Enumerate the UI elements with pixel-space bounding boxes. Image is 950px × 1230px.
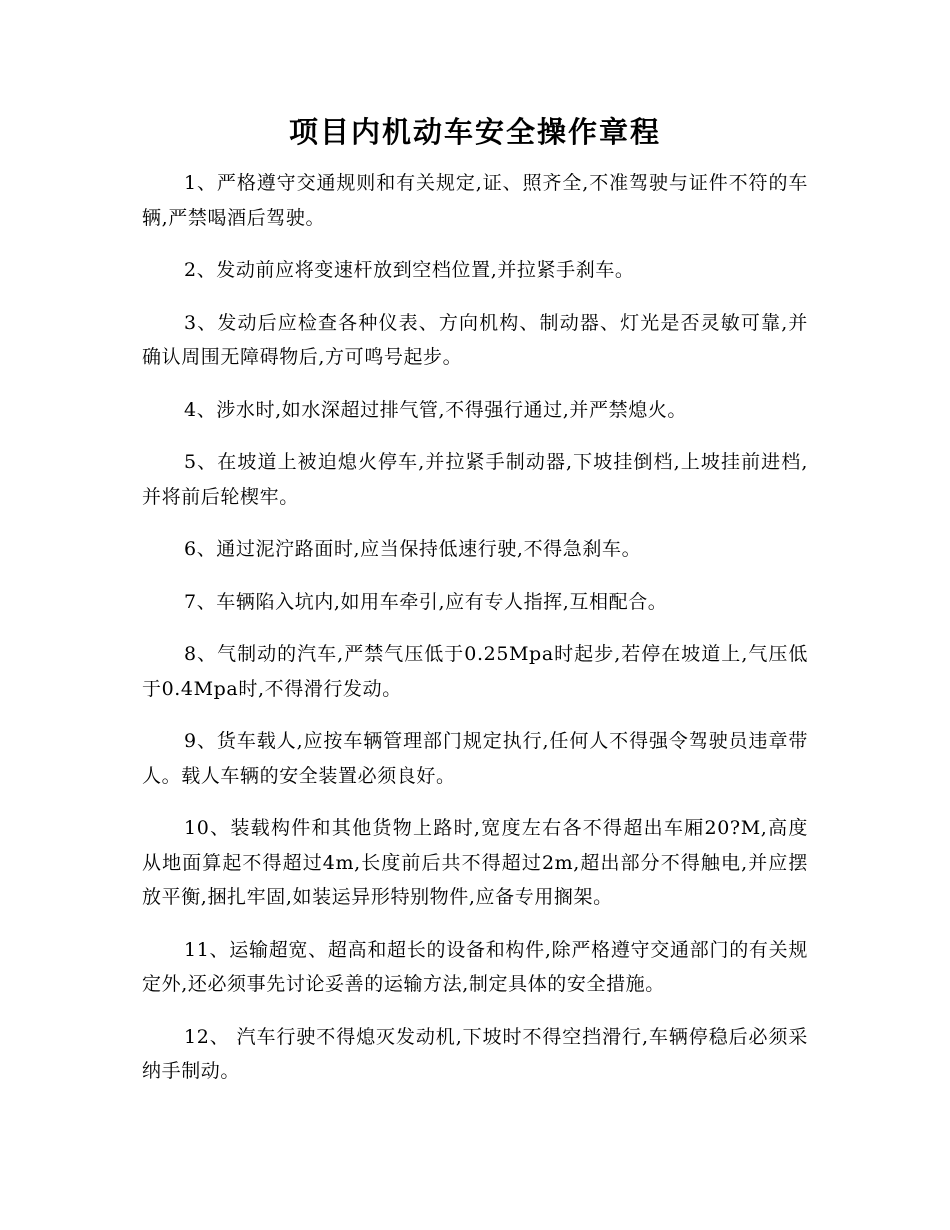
rule-paragraph-5: 5、在坡道上被迫熄火停车,并拉紧手制动器,下坡挂倒档,上坡挂前进档,并将前后轮楔牢。 (142, 451, 808, 508)
rule-paragraph-7: 7、车辆陷入坑内,如用车牵引,应有专人指挥,互相配合。 (184, 590, 668, 613)
rule-paragraph-9: 9、货车载人,应按车辆管理部门规定执行,任何人不得强令驾驶员违章带人。载人车辆的安全装置必须良好。 (142, 730, 808, 787)
document-body (142, 166, 808, 1107)
rule-paragraph-12: 12、 汽车行驶不得熄灭发动机,下坡时不得空挡滑行,车辆停稳后必须采纳手制动。 (142, 1025, 808, 1082)
rule-paragraph-2: 2、发动前应将变速杆放到空档位置,并拉紧手刹车。 (184, 259, 635, 281)
rule-paragraph-1: 1、严格遵守交通规则和有关规定,证、照齐全,不准驾驶与证件不符的车辆,严禁喝酒后驾驶。 (142, 172, 808, 229)
rule-paragraph-3: 3、发动后应检查各种仪表、方向机构、制动器、灯光是否灵敏可靠,并确认周围无障碍物后,方可鸣号起步。 (142, 311, 808, 368)
rule-paragraph-4: 4、涉水时,如水深超过排气管,不得强行通过,并严禁熄火。 (184, 398, 688, 421)
rule-paragraph-10: 10、装载构件和其他货物上路时,宽度左右各不得超出车厢20?M,高度从地面算起不得超过4m,长度前后共不得超过2m,超出部分不得触电,并应摆放平衡,捆扎牢固,如装运异形特别物件,应备专用搁架。 (142, 817, 808, 908)
rule-paragraph-11: 11、运输超宽、超高和超长的设备和构件,除严格遵守交通部门的有关规定外,还必须事先讨论妥善的运输方法,制定具体的安全措施。 (142, 938, 808, 995)
document-title: 项目内机动车安全操作章程 (288, 115, 661, 149)
rule-paragraph-8: 8、气制动的汽车,严禁气压低于0.25Mpa时起步,若停在坡道上,气压低于0.4Mpa时,不得滑行发动。 (142, 643, 808, 700)
rule-paragraph-6: 6、通过泥泞路面时,应当保持低速行驶,不得急刹车。 (184, 538, 642, 560)
